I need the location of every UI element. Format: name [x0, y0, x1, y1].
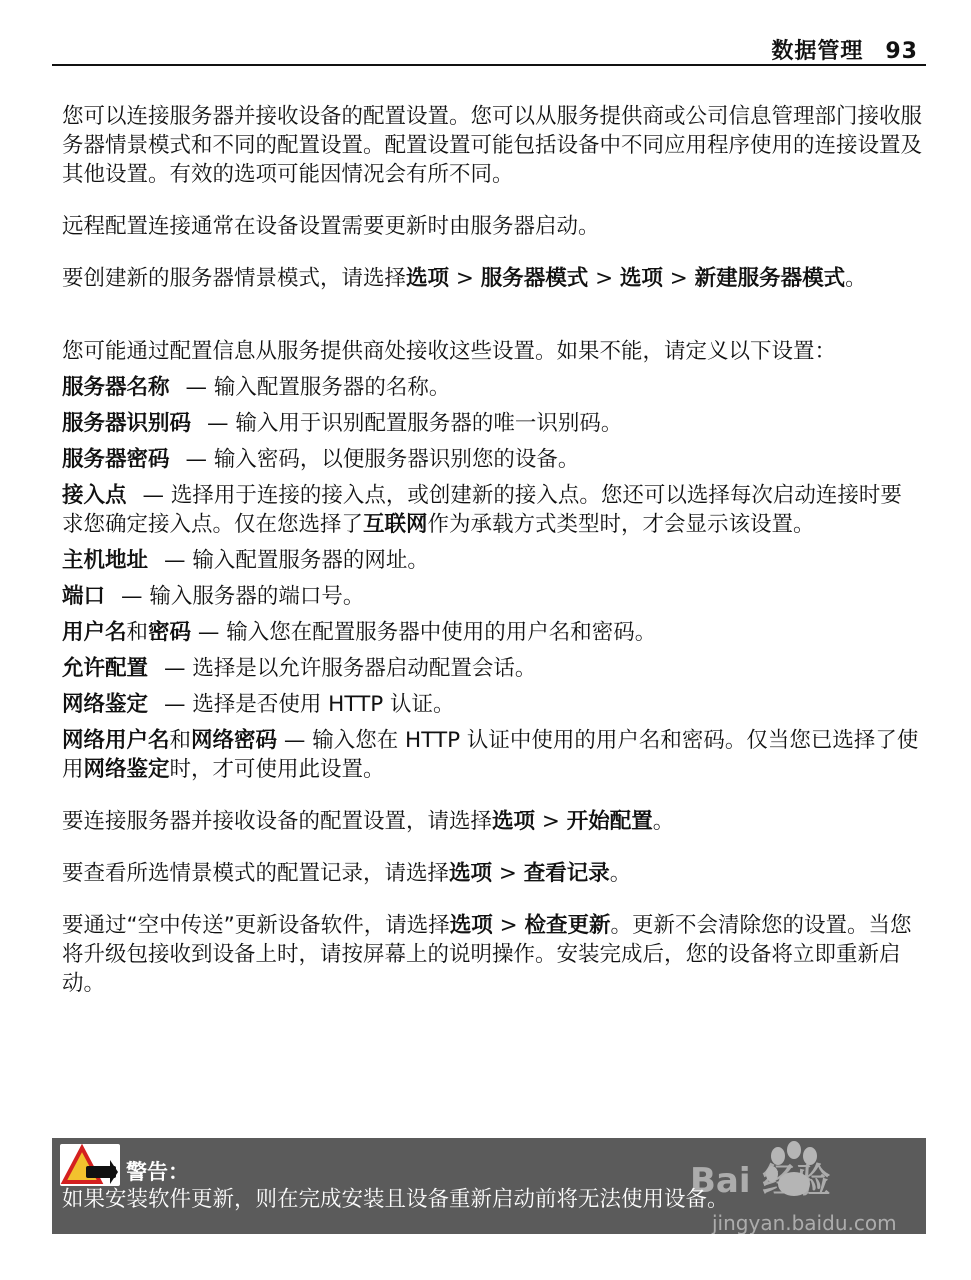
setting-desc: — 输入配置服务器的网址。 — [164, 548, 429, 573]
setting-term: 允许配置 — [62, 656, 149, 681]
setting-desc: — 输入服务器的端口号。 — [121, 584, 365, 609]
setting-term: 网络用户名 — [62, 728, 170, 753]
setting-access-point — [62, 481, 922, 539]
start-config-paragraph — [62, 807, 922, 836]
menu-arrow: > — [588, 266, 620, 291]
view-log-paragraph — [62, 859, 922, 888]
instruction-suffix: 。更新不会清除您的设置。当您将升级包接收到设备上时，请按屏幕上的说明操作。安装完成后，您的设备将立即重新启动。 — [62, 913, 912, 996]
ota-paragraph — [62, 911, 922, 998]
setting-host-address — [62, 546, 922, 575]
menu-start-config: 开始配置 — [566, 809, 653, 834]
main-content — [62, 102, 922, 998]
setting-term: 网络鉴定 — [62, 692, 149, 717]
and-word: 和 — [169, 728, 192, 753]
setting-network-user — [62, 726, 922, 784]
setting-server-password — [62, 445, 922, 474]
setting-term: 密码 — [148, 620, 192, 645]
menu-arrow: > — [662, 266, 695, 291]
setting-term: 服务器密码 — [62, 447, 170, 472]
setting-term: 用户名 — [62, 620, 127, 645]
menu-check-update: 检查更新 — [524, 913, 611, 938]
baidu-jingyan-watermark — [672, 1134, 922, 1244]
warning-triangle-hand-icon — [60, 1144, 120, 1186]
setting-allow-config — [62, 654, 922, 683]
setting-term: 服务器识别码 — [62, 411, 192, 436]
receive-paragraph: 您可能通过配置信息从服务提供商处接收这些设置。如果不能，请定义以下设置： — [62, 339, 837, 364]
setting-desc: — 选择是否使用 HTTP 认证。 — [164, 692, 455, 717]
instruction-text: 要通过“空中传送”更新设备软件，请选择 — [62, 913, 450, 938]
menu-options: 选项 — [406, 266, 450, 291]
menu-arrow: > — [492, 861, 524, 886]
menu-arrow: > — [492, 913, 525, 938]
page-header — [52, 30, 926, 66]
create-suffix: 。 — [845, 266, 867, 291]
menu-arrow: > — [449, 266, 481, 291]
setting-desc: — 输入密码，以便服务器识别您的设备。 — [185, 447, 580, 472]
instruction-suffix: 。 — [652, 809, 675, 834]
watermark-logo: Bai 经验 — [690, 1161, 831, 1201]
setting-network-auth — [62, 690, 922, 719]
menu-new-server-mode: 新建服务器模式 — [694, 266, 846, 291]
create-prefix: 要创建新的服务器情景模式，请选择 — [62, 266, 407, 291]
setting-server-name — [62, 373, 922, 402]
setting-server-id — [62, 409, 922, 438]
setting-username-password — [62, 618, 922, 647]
setting-desc: — 输入您在配置服务器中使用的用户名和密码。 — [191, 620, 657, 645]
setting-term: 接入点 — [62, 483, 127, 508]
setting-desc: — 选择是以允许服务器启动配置会话。 — [164, 656, 537, 681]
create-paragraph — [62, 264, 922, 293]
network-auth-term: 网络鉴定 — [83, 757, 170, 782]
menu-server-mode: 服务器模式 — [480, 266, 589, 291]
warning-title: 警告： — [126, 1160, 189, 1184]
page-number: 93 — [885, 39, 918, 64]
setting-desc-tail: 作为承载方式类型时，才会显示该设置。 — [427, 512, 815, 537]
menu-view-log: 查看记录 — [523, 861, 610, 886]
setting-term: 端口 — [62, 584, 106, 609]
menu-options: 选项 — [449, 913, 493, 938]
instruction-text: 要查看所选情景模式的配置记录，请选择 — [62, 861, 450, 886]
setting-desc: — 输入您在 HTTP 认证中使用的用户名和密码。仅当您已选择了使用 — [62, 728, 919, 782]
menu-options: 选项 — [492, 809, 536, 834]
setting-term: 网络密码 — [191, 728, 278, 753]
menu-arrow: > — [535, 809, 567, 834]
internet-term: 互联网 — [363, 512, 428, 537]
intro-paragraph: 您可以连接服务器并接收设备的配置设置。您可以从服务提供商或公司信息管理部门接收服务器情景模式和不同的配置设置。配置设置可能包括设备中不同应用程序使用的连接设置及其他设置。有效的选项可能因情况会有所不同。 — [62, 104, 923, 187]
menu-options: 选项 — [619, 266, 663, 291]
header-title-group — [771, 34, 918, 65]
setting-port — [62, 582, 922, 611]
warning-text: 如果安装软件更新，则在完成安装且设备重新启动前将无法使用设备。 — [62, 1187, 729, 1212]
and-word: 和 — [126, 620, 149, 645]
setting-desc: — 输入用于识别配置服务器的唯一识别码。 — [207, 411, 623, 436]
setting-desc: — 输入配置服务器的名称。 — [185, 375, 451, 400]
watermark-url: jingyan.baidu.com — [712, 1211, 897, 1235]
setting-desc-tail: 时，才可使用此设置。 — [169, 757, 385, 782]
menu-options: 选项 — [449, 861, 493, 886]
setting-term: 服务器名称 — [62, 375, 170, 400]
header-title: 数据管理 — [771, 39, 864, 64]
remote-paragraph: 远程配置连接通常在设备设置需要更新时由服务器启动。 — [62, 214, 600, 239]
setting-term: 主机地址 — [62, 548, 149, 573]
setting-desc: — 选择用于连接的接入点，或创建新的接入点。您还可以选择每次启动连接时要求您确定接入点。仅在您选择了 — [62, 483, 902, 537]
instruction-suffix: 。 — [609, 861, 632, 886]
instruction-text: 要连接服务器并接收设备的配置设置，请选择 — [62, 809, 493, 834]
